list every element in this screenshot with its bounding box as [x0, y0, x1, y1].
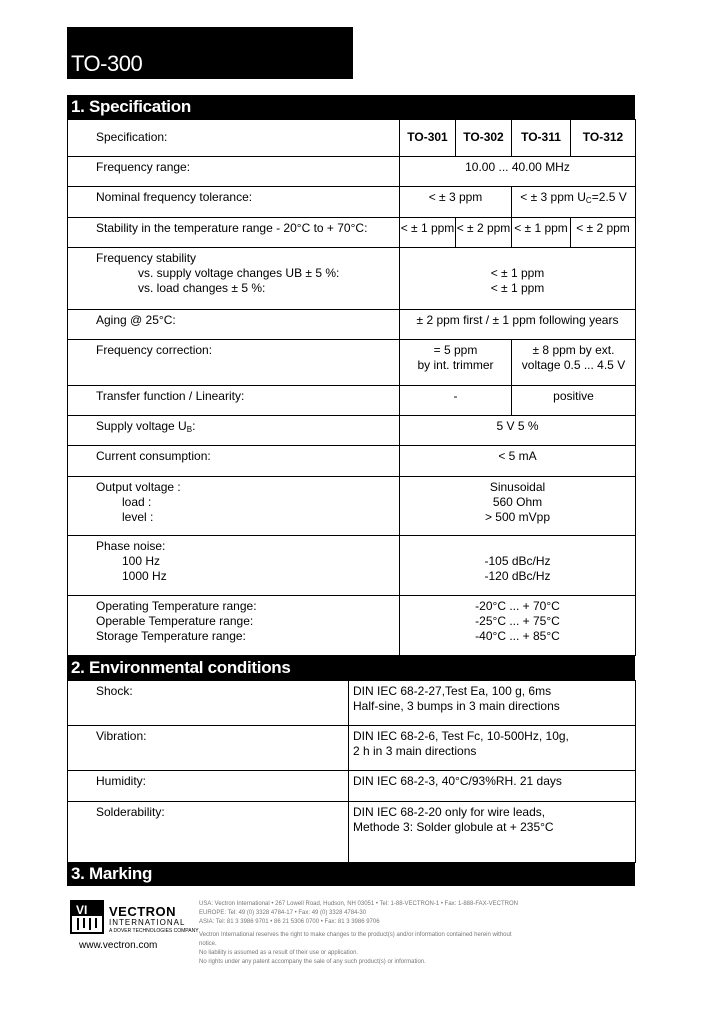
output-level: > 500 mVpp — [484, 510, 551, 524]
freq-stability-supply: vs. supply voltage changes UB ± 5 %: — [138, 266, 340, 280]
shock-label: Shock: — [68, 681, 349, 726]
tolerance-value-1: < ± 3 ppm — [400, 187, 512, 218]
freq-range-value: 10.00 ... 40.00 MHz — [400, 157, 636, 187]
model-to-302: TO-302 — [456, 120, 512, 157]
vibration-value — [349, 726, 636, 771]
phase-1000hz-label: 1000 Hz — [122, 569, 167, 583]
disclaimer-line-3: No rights under any patent accompany the sale of any such product(s) or information. — [199, 959, 426, 965]
freq-stability-value-2: < ± 1 ppm — [490, 281, 545, 295]
supply-label: Supply voltage $U_B$: — [68, 416, 400, 446]
storage-temp-value: -40°C ... + 85°C — [475, 629, 560, 643]
phase-cell — [68, 536, 400, 596]
correction-value-2 — [512, 340, 636, 386]
section-heading-marking: 3. Marking — [67, 862, 635, 886]
specification-table — [67, 119, 636, 656]
correction-label: Frequency correction: — [68, 340, 400, 386]
address-europe: EUROPE: Tel: 49 (0) 3328 4784-17 • Fax: 49 (0) 3328 4784-30 — [199, 910, 367, 916]
footer — [67, 898, 635, 965]
website-link[interactable]: www.vectron.com — [79, 940, 158, 951]
storage-temp-label: Storage Temperature range: — [96, 629, 246, 643]
solder-value — [349, 802, 636, 863]
operable-temp-value: -25°C ... + 75°C — [475, 614, 560, 628]
correction-value-2b: voltage 0.5 ... 4.5 V — [521, 358, 626, 372]
document-title: TO-300 — [71, 51, 143, 76]
freq-stability-value-1: < ± 1 ppm — [490, 266, 545, 280]
aging-label: Aging @ 25°C: — [68, 310, 400, 340]
vibration-line-1: DIN IEC 68-2-6, Test Fc, 10-500Hz, 10g, — [353, 729, 569, 743]
operating-temp-value: -20°C ... + 70°C — [475, 599, 560, 613]
phase-100hz-label: 100 Hz — [122, 554, 161, 568]
section-heading-environmental: 2. Environmental conditions — [67, 656, 635, 680]
transfer-value-1: - — [400, 386, 512, 416]
vibration-label: Vibration: — [68, 726, 349, 771]
brand-tagline: A DOVER TECHNOLOGIES COMPANY — [109, 928, 199, 934]
freq-stability-load: vs. load changes ± 5 %: — [138, 281, 266, 295]
address-usa: USA: Vectron International • 267 Lowell Road, Hudson, NH 03051 • Tel: 1-88-VECTRON-1 • Fax: 1-888-FAX-VECTRON — [199, 901, 518, 907]
freq-stability-cell — [68, 248, 400, 310]
address-asia: ASIA: Tel: 81 3 3986 9701 • 86 21 5306 0700 • Fax: 81 3 3986 9706 — [199, 919, 380, 925]
model-to-312: TO-312 — [571, 120, 636, 157]
output-label: Output voltage : — [96, 480, 181, 494]
solder-line-1: DIN IEC 68-2-20 only for wire leads, — [353, 805, 546, 819]
temps-values — [400, 596, 636, 656]
solder-line-2: Methode 3: Solder globule at + 235°C — [353, 820, 554, 834]
output-level-label: level : — [122, 510, 154, 524]
supply-value: 5 V 5 % — [400, 416, 636, 446]
vibration-line-2: 2 h in 3 main directions — [353, 744, 477, 758]
current-value: < 5 mA — [400, 446, 636, 477]
aging-value: ± 2 ppm first / ± 1 ppm following years — [400, 310, 636, 340]
correction-value-1b: by int. trimmer — [417, 358, 494, 372]
brand-subtitle: INTERNATIONAL — [109, 918, 186, 927]
output-load: 560 Ohm — [492, 495, 543, 509]
disclaimer — [199, 931, 519, 967]
correction-value-1 — [400, 340, 512, 386]
tolerance-value-2: < ± 3 ppm $U_C=2.5$ V — [512, 187, 636, 218]
disclaimer-line-1: Vectron International reserves the right to make changes to the product(s) and/or information contained herein without notice. — [199, 932, 512, 947]
phase-label: Phase noise: — [96, 539, 166, 553]
humidity-value: DIN IEC 68-2-3, 40°C/93%RH. 21 days — [349, 771, 636, 802]
section-heading-specification: 1. Specification — [67, 95, 635, 119]
tolerance-label: Nominal frequency tolerance: — [68, 187, 400, 218]
temps-cell — [68, 596, 400, 656]
freq-stability-values — [400, 248, 636, 310]
solder-label: Solderability: — [68, 802, 349, 863]
stability-to-302: < ± 2 ppm — [456, 218, 512, 248]
output-values — [400, 477, 636, 536]
spec-header-label: Specification: — [68, 120, 400, 157]
transfer-label: Transfer function / Linearity: — [68, 386, 400, 416]
operating-temp-label: Operating Temperature range: — [96, 599, 257, 613]
phase-100hz-value: -105 dBc/Hz — [484, 554, 551, 568]
title-bar — [67, 27, 353, 79]
shock-value — [349, 681, 636, 726]
correction-value-1a: = 5 ppm — [433, 343, 478, 357]
shock-line-1: DIN IEC 68-2-27,Test Ea, 100 g, 6ms — [353, 684, 552, 698]
stability-label: Stability in the temperature range - 20°C to + 70°C: — [68, 218, 400, 248]
freq-range-label: Frequency range: — [68, 157, 400, 187]
phase-values — [400, 536, 636, 596]
operable-temp-label: Operable Temperature range: — [96, 614, 254, 628]
vectron-logo-icon — [70, 900, 104, 934]
current-label: Current consumption: — [68, 446, 400, 477]
phase-1000hz-value: -120 dBc/Hz — [484, 569, 551, 583]
brand-name: VECTRON — [109, 904, 177, 919]
transfer-value-2: positive — [512, 386, 636, 416]
correction-value-2a: ± 8 ppm by ext. — [532, 343, 615, 357]
svg-text:VI: VI — [76, 903, 88, 917]
output-cell — [68, 477, 400, 536]
stability-to-312: < ± 2 ppm — [571, 218, 636, 248]
humidity-label: Humidity: — [68, 771, 349, 802]
stability-to-311: < ± 1 ppm — [512, 218, 571, 248]
disclaimer-line-2: No liability is assumed as a result of their use or application. — [199, 950, 359, 956]
output-load-label: load : — [122, 495, 152, 509]
stability-to-301: < ± 1 ppm — [400, 218, 456, 248]
model-to-301: TO-301 — [400, 120, 456, 157]
environmental-table — [67, 680, 636, 863]
output-type: Sinusoidal — [489, 480, 546, 494]
model-to-311: TO-311 — [512, 120, 571, 157]
contact-addresses — [199, 900, 519, 927]
shock-line-2: Half-sine, 3 bumps in 3 main directions — [353, 699, 560, 713]
freq-stability-label: Frequency stability — [96, 251, 197, 265]
